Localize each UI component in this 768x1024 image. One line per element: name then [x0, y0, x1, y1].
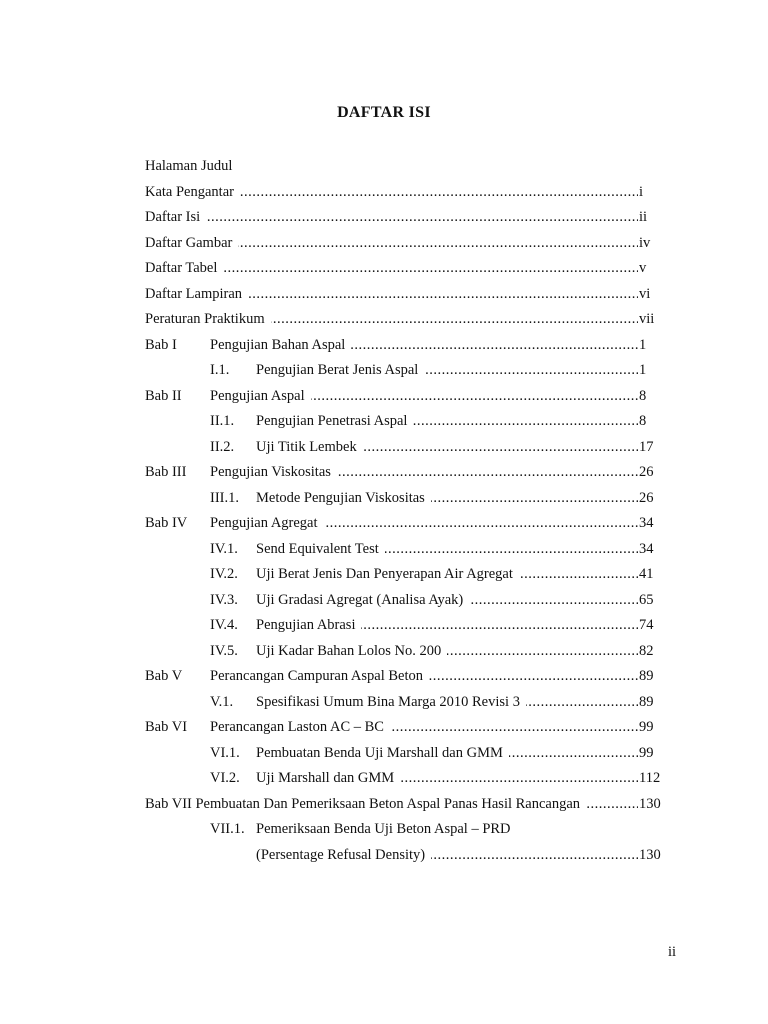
- toc-entry: [0, 207, 768, 227]
- toc-entry: [0, 564, 768, 584]
- toc-page-number: 34: [639, 540, 654, 557]
- toc-page-number: 34: [639, 515, 654, 531]
- toc-page-number: 89: [639, 693, 654, 710]
- toc-entry: [0, 156, 768, 176]
- toc-entry: [0, 717, 768, 737]
- toc-entry-title: Daftar Tabel: [145, 260, 223, 276]
- toc-page-number: ii: [639, 209, 648, 225]
- page-number: ii: [668, 944, 677, 960]
- toc-entry: [0, 309, 768, 329]
- toc-entry: [0, 794, 768, 814]
- toc-entry: [0, 437, 768, 457]
- toc-entry-title: Send Equivalent Test: [256, 541, 385, 557]
- toc-entry-title: Perancangan Campuran Aspal Beton: [210, 668, 429, 684]
- section-number: II.2.: [210, 438, 235, 455]
- toc-entry-title: Pengujian Agregat: [210, 515, 324, 531]
- toc-entry: [0, 590, 768, 610]
- toc-page-number: 17: [639, 438, 654, 455]
- toc-page-number: i: [639, 183, 644, 200]
- toc-page-number: vii: [639, 311, 655, 327]
- section-number: VII.1.: [210, 821, 245, 837]
- toc-entry-title: Pengujian Aspal: [210, 388, 311, 404]
- toc-entry: [0, 335, 768, 355]
- section-number: VI.1.: [210, 744, 240, 761]
- toc-page-number: 112: [639, 770, 661, 786]
- page-title: DAFTAR ISI: [337, 104, 431, 121]
- section-number: IV.2.: [210, 566, 238, 582]
- toc-entry-title: Spesifikasi Umum Bina Marga 2010 Revisi 3: [256, 694, 526, 710]
- toc-page-number: iv: [639, 234, 651, 251]
- section-number: IV.4.: [210, 617, 238, 633]
- toc-entry: [0, 666, 768, 686]
- toc-entry-title: Uji Berat Jenis Dan Penyerapan Air Agregat: [256, 566, 519, 582]
- toc-entry: [0, 539, 768, 559]
- toc-entry-title: Pengujian Berat Jenis Aspal: [256, 362, 424, 378]
- toc-page-number: 26: [639, 464, 654, 480]
- toc-entry: [0, 615, 768, 635]
- toc-entry: [0, 360, 768, 380]
- toc-entry-title: Uji Gradasi Agregat (Analisa Ayak): [256, 592, 469, 608]
- toc-entry-title: Pengujian Penetrasi Aspal: [256, 413, 413, 429]
- chapter-label: Bab III: [145, 464, 187, 480]
- chapter-label: Bab I: [145, 336, 177, 353]
- toc-page-number: 74: [639, 617, 654, 633]
- toc-page-number: 89: [639, 668, 654, 684]
- chapter-label: Bab VI: [145, 719, 188, 735]
- toc-entry-title: Pemeriksaan Benda Uji Beton Aspal – PRD: [256, 821, 517, 837]
- section-number: VI.2.: [210, 770, 240, 786]
- toc-entry-title: Pengujian Abrasi: [256, 617, 361, 633]
- section-number: V.1.: [210, 693, 234, 710]
- toc-page-number: vi: [639, 285, 651, 302]
- toc-page-number: 1: [639, 362, 647, 378]
- chapter-label: Bab IV: [145, 515, 188, 531]
- toc-entry: [0, 411, 768, 431]
- toc-entry-title: Perancangan Laston AC – BC: [210, 719, 390, 735]
- toc-entry-title: Bab VII Pembuatan Dan Pemeriksaan Beton Aspal Panas Hasil Rancangan: [145, 796, 586, 812]
- toc-entry-title: Daftar Gambar: [145, 235, 238, 251]
- toc-page-number: 130: [639, 846, 661, 863]
- toc-page-number: 1: [639, 336, 647, 353]
- toc-entry-title: (Persentage Refusal Density): [256, 847, 431, 863]
- toc-entry: [0, 233, 768, 253]
- section-number: I.1.: [210, 362, 230, 378]
- toc-page-number: 99: [639, 744, 654, 761]
- toc-entry: [0, 513, 768, 533]
- section-number: IV.5.: [210, 642, 238, 659]
- toc-page-number: v: [639, 260, 647, 276]
- toc-page-number: 8: [639, 387, 647, 404]
- toc-entry-title: Uji Marshall dan GMM: [256, 770, 400, 786]
- toc-entry-title: Pembuatan Benda Uji Marshall dan GMM: [256, 745, 509, 761]
- toc-page-number: 41: [639, 566, 654, 582]
- chapter-label: Bab V: [145, 668, 183, 684]
- toc-entry-title: Uji Titik Lembek: [256, 439, 363, 455]
- toc-page-number: 99: [639, 719, 654, 735]
- chapter-label: Bab II: [145, 387, 182, 404]
- toc-entry-title: Daftar Lampiran: [145, 286, 248, 302]
- toc-entry-title: Pengujian Viskositas: [210, 464, 337, 480]
- toc-entry: [0, 258, 768, 278]
- section-number: IV.1.: [210, 540, 238, 557]
- toc-page-number: 82: [639, 642, 654, 659]
- toc-page-number: 65: [639, 591, 654, 608]
- toc-entry: [0, 284, 768, 304]
- dot-leader: [145, 207, 638, 227]
- toc-page-number: 8: [639, 413, 647, 429]
- section-number: III.1.: [210, 489, 239, 506]
- toc-entry: [0, 743, 768, 763]
- section-number: IV.3.: [210, 591, 238, 608]
- toc-entry-title: Peraturan Praktikum: [145, 311, 271, 327]
- toc-entry-title: Uji Kadar Bahan Lolos No. 200: [256, 643, 447, 659]
- toc-entry-title: Halaman Judul: [145, 158, 238, 174]
- toc-entry: [0, 386, 768, 406]
- toc-entry: [0, 641, 768, 661]
- toc-page-number: 130: [639, 795, 661, 812]
- toc-entry-title: Daftar Isi: [145, 209, 206, 225]
- toc-entry-title: Metode Pengujian Viskositas: [256, 490, 431, 506]
- toc-entry: [0, 462, 768, 482]
- toc-entry: [0, 768, 768, 788]
- toc-entry: [0, 182, 768, 202]
- section-number: II.1.: [210, 413, 235, 429]
- toc-entry: [0, 845, 768, 865]
- toc-entry: [0, 692, 768, 712]
- toc-entry: [0, 488, 768, 508]
- toc-page-number: 26: [639, 489, 654, 506]
- toc-entry-title: Kata Pengantar: [145, 184, 240, 200]
- toc-entry-title: Pengujian Bahan Aspal: [210, 337, 351, 353]
- toc-entry: [0, 819, 768, 839]
